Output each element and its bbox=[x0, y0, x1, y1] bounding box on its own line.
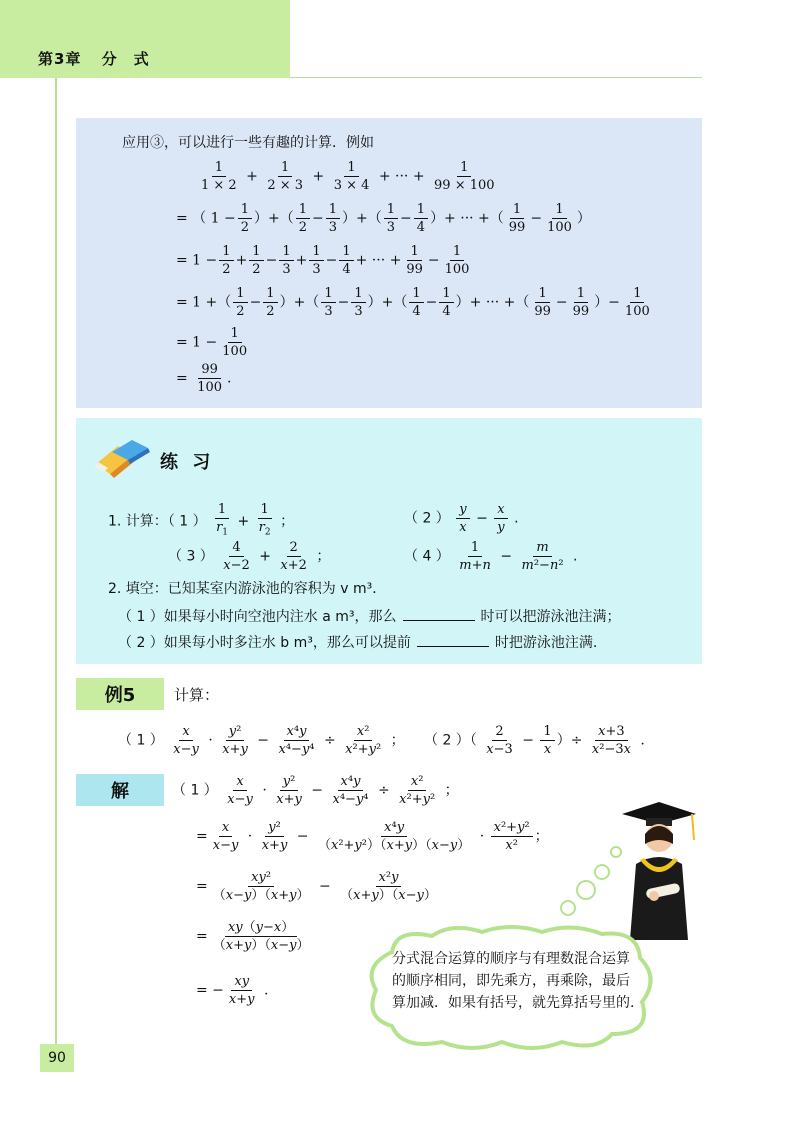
solution-label: 解 bbox=[76, 774, 164, 806]
q2-label: 2. 填空：已知某室内游泳池的容积为 v m³． bbox=[108, 581, 387, 597]
thought-bubble-small-1 bbox=[610, 846, 622, 858]
practice-title: 练 习 bbox=[160, 452, 215, 473]
solution-line-1: = $\frac{x}{x-y}$ · $\frac{\text{y²}}{x+y}$ − $\frac{\text{x⁴y}}{\text{（x²+y²）（x+y）（x−y）}}$ · $\frac{\text{x²+y²}}{\text{x²}}$ ； bbox=[196, 820, 549, 853]
q1-row-b2: （ 4 ） $\frac{1}{m+n}$ − $\frac{m}{\text{m²−n²}}$ . bbox=[404, 540, 578, 573]
example-problem-1: （ 1 ） $\frac{x}{x-y}$ · $\frac{\text{y²}}{x+y}$ − $\frac{\text{x⁴y}}{\text{x⁴−y⁴}}$ ÷ $\frac{\text{x²}}{\text{x²+y²}}$ ； bbox=[118, 724, 405, 757]
header-divider bbox=[290, 77, 702, 78]
thought-bubble-small-3 bbox=[576, 880, 596, 900]
solution-line-2: = $\frac{\text{xy²}}{(x-y)(x+y)}$ − $\frac{\text{x²y}}{(x+y)(x-y)}$ bbox=[196, 870, 437, 903]
sum-line-3: = 1 +（ $\frac{1}{2}$ − $\frac{1}{2}$ ）+（ $\frac{1}{3}$ − $\frac{1}{3}$ ）+（ $\frac{1}{4}$ − $\frac{1}{4}$ ）+ ··· +（ $\frac{1}{99}$ − $\frac{1}{99}$ ）− $\frac{1}{100}$ bbox=[176, 286, 650, 319]
page-number: 90 bbox=[40, 1044, 74, 1072]
q2-part2: （ 2 ）如果每小时多注水 b m³，那么可以提前 时把游泳池注满. bbox=[118, 635, 598, 651]
sum-line-5: = $\frac{99}{100}$ . bbox=[176, 362, 232, 395]
chapter-number: 第3章 bbox=[38, 50, 82, 68]
q1-row-b: （ 3 ） $\frac{4}{x-2}$ + $\frac{2}{x+2}$ ； bbox=[168, 540, 331, 573]
solution-line-0: （ 1 ） $\frac{x}{x-y}$ · $\frac{\text{y²}}{x+y}$ − $\frac{\text{x⁴y}}{\text{x⁴−y⁴}}$ ÷ $\frac{\text{x²}}{\text{x²+y²}}$ ； bbox=[172, 774, 459, 807]
graduate-student-illustration bbox=[616, 800, 702, 940]
example-label: 例5 bbox=[76, 678, 164, 710]
solution-line-4: = − $\frac{xy}{x+y}$ . bbox=[196, 974, 269, 1007]
sum-line-0: $\frac{1}{1 \times 2}$ + $\frac{1}{2 \times 3}$ + $\frac{1}{3 \times 4}$ + ··· + $\frac{1}{99 \times 100}$ bbox=[201, 160, 495, 193]
answer-blank-2[interactable] bbox=[417, 635, 489, 647]
solution-line-3: = $\frac{xy(y-x)}{(x+y)(x-y)}$ bbox=[196, 920, 310, 953]
thought-bubble-small-4 bbox=[560, 900, 576, 916]
sum-line-2: = 1 − $\frac{1}{2}$ + $\frac{1}{2}$ − $\frac{1}{3}$ + $\frac{1}{3}$ − $\frac{1}{4}$ + ··· + $\frac{1}{99}$ − $\frac{1}{100}$ bbox=[176, 244, 470, 277]
q1-label: 1. 计算： bbox=[108, 513, 168, 530]
thought-bubble-small-2 bbox=[594, 864, 610, 880]
book-icon bbox=[92, 434, 156, 478]
example-text: 计算： bbox=[174, 686, 220, 704]
answer-blank-1[interactable] bbox=[403, 609, 475, 621]
note-text: 分式混合运算的顺序与有理数混合运算的顺序相同，即先乘方，再乘除，最后算加减．如果有括号，就先算括号里的. bbox=[392, 951, 635, 1011]
q2-part1: （ 1 ）如果每小时向空池内注水 a m³，那么 时可以把游泳池注满； bbox=[118, 609, 621, 625]
sum-intro: 应用③，可以进行一些有趣的计算．例如 bbox=[122, 135, 374, 151]
q1-row-a: 1. 计算：（ 1 ） $\frac{1}{r_1}$ + $\frac{1}{r_2}$ ； bbox=[108, 502, 295, 538]
chapter-title bbox=[38, 48, 150, 69]
q1-row-a2: （ 2 ） $\frac{y}{x}$ − $\frac{x}{y}$ . bbox=[404, 502, 519, 535]
example-problem-2: （ 2 ）（ $\frac{2}{x-3}$ − $\frac{1}{x}$ ）÷ $\frac{x+3}{\text{x²−3x}}$ . bbox=[424, 724, 645, 757]
left-margin-rule bbox=[55, 78, 57, 1048]
sum-line-1: = （ 1 − $\frac{1}{2}$ ）+（ $\frac{1}{2}$ − $\frac{1}{3}$ ）+（ $\frac{1}{3}$ − $\frac{1}{4}$ ）+ ··· +（ $\frac{1}{99}$ − $\frac{1}{100}$ ） bbox=[176, 202, 591, 235]
sum-line-4: = 1 − $\frac{1}{100}$ bbox=[176, 326, 248, 359]
chapter-name: 分 式 bbox=[101, 50, 150, 68]
